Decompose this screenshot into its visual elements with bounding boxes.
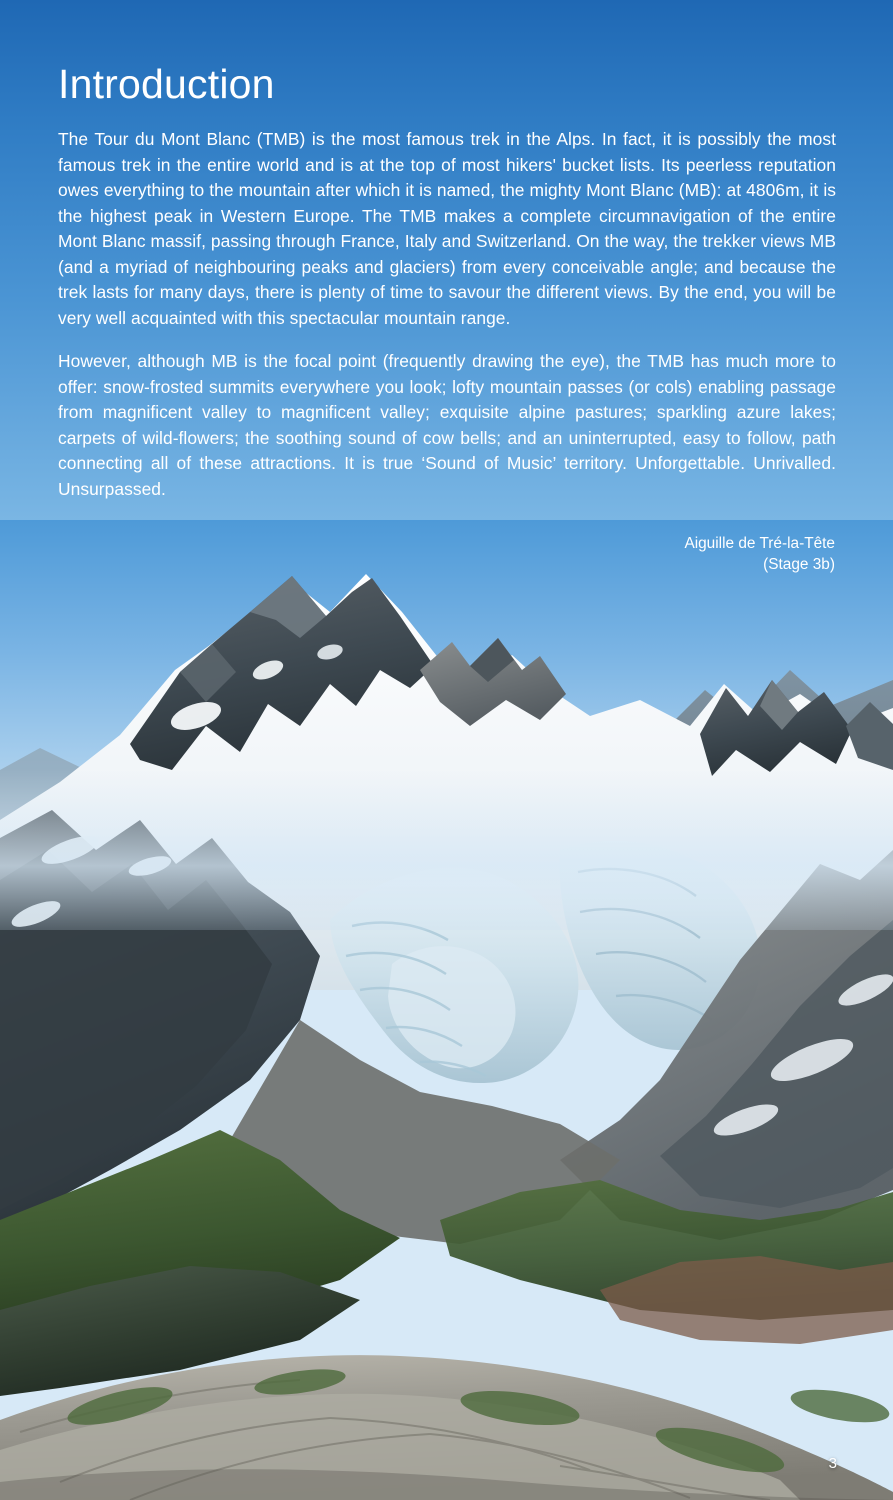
mountain-photograph [0, 520, 893, 1500]
intro-paragraph-2: However, although MB is the focal point (frequently drawing the eye), the TMB has much more to offer: snow-frosted summits everywhere you look; lofty mountain passes (or cols) enabling passage from magnificent valley to magnificent valley; exquisite alpine pastures; sparkling azure lakes; carpets of wild-flowers; the soothing sound of cow bells; and an uninterrupted, easy to follow, path connecting all of these attractions. It is true ‘Sound of Music’ territory. Unforgettable. Unrivalled. Unsurpassed. [58, 351, 836, 499]
page-number: 3 [828, 1455, 837, 1472]
photo-atmospheric-haze [0, 770, 893, 930]
photo-caption [495, 534, 835, 576]
photo-mountain-artwork [0, 520, 893, 1500]
photo-caption-title: Aiguille de Tré-la-Tête [684, 535, 835, 552]
introduction-text-block [58, 62, 836, 502]
intro-paragraph-1: The Tour du Mont Blanc (TMB) is the most famous trek in the Alps. In fact, it is possibly the most famous trek in the entire world and is at the top of most hikers' bucket lists. Its peerless reputation owes everything to the mountain after which it is named, the mighty Mont Blanc (MB): at 4806m, it is the highest peak in Western Europe. The TMB makes a complete circumnavigation of the entire Mont Blanc massif, passing through France, Italy and Switzerland. On the way, the trekker views MB (and a myriad of neighbouring peaks and glaciers) from every conceivable angle; and because the trek lasts for many days, there is plenty of time to savour the different views. By the end, you will be very well acquainted with this spectacular mountain range. [58, 129, 836, 328]
photo-caption-stage: (Stage 3b) [763, 555, 835, 573]
page-title: Introduction [58, 61, 275, 107]
